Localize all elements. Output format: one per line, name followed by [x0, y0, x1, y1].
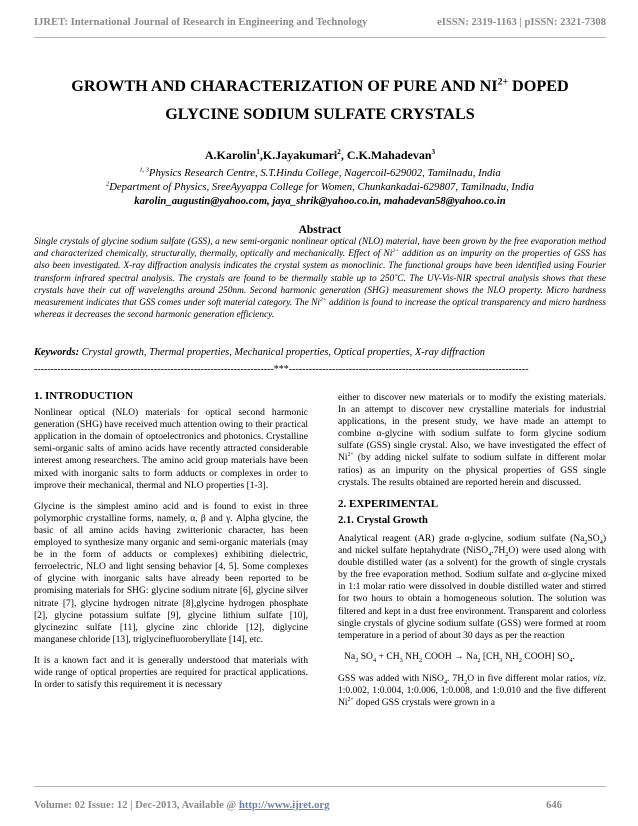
abstract-heading: Abstract: [298, 224, 342, 236]
introduction-heading: 1. INTRODUCTION: [34, 390, 134, 402]
running-header: [34, 17, 606, 28]
affiliation-1: $^{1, 3}$Physics Research Centre, S.T.Hindu College, Nagercoil-629002, Tamilnadu, India: [139, 166, 501, 179]
header-rule: [34, 37, 606, 38]
paper-title-line-2: GLYCINE SODIUM SULFATE CRYSTALS: [165, 105, 475, 123]
author-emails: karolin_augustin@yahoo.com, jaya_shrik@yahoo.co.in, mahadevan58@yahoo.co.in: [134, 195, 506, 207]
intro-paragraph-3: It is a known fact and it is generally understood that materials with wide range of optical properties are required for practical applications. In order to satisfy this requirement it is necessary: [34, 654, 308, 691]
running-footer: [34, 800, 606, 811]
right-column: [338, 392, 606, 718]
reaction-equation: $Na_2$ $SO_4 + CH_3$ $NH_2$ COOH → $Na_2$ [$CH_3$ $NH_2$ COOH] $SO_4$.: [344, 650, 575, 664]
journal-website-link[interactable]: http://www.ijret.org: [238, 800, 330, 811]
experimental-paragraph-2: GSS was added with NiSO$_4$. $7H_2O$ in five different molar ratios, viz. 1:0.002, 1:0.004, 1:0.006, 1:0.008, and 1:0.010 and the five different $Ni^{2+}$ doped GSS crystals were grown in a: [338, 672, 606, 709]
keywords-label: Keywords:: [34, 347, 80, 358]
affiliation-2: $^2$Department of Physics, SreeAyyappa College for Women, Chunkankadai-629807, Tamilnadu, India: [106, 180, 534, 193]
author-list: A.Karolin$^1$,K.Jayakumari$^2$, C.K.Mahadevan$^3$: [204, 148, 436, 162]
footer-rule: [34, 786, 606, 787]
experimental-paragraph-1: Analytical reagent (AR) grade α-glycine, sodium sulfate $(Na_2SO_4)$ and nickel sulfate heptahydrate $(NiSO_4.7H_2O)$ were used along with double distilled water (as a solvent) for the growth of single crystals by the free evaporation method. Sodium sulfate and α-glycine mixed in 1:1 molar ratio were dissolved in double distilled water and stirred for two hours to obtain a homogeneous solution. The solution was filtered and kept in a dust free environment. Transparent and colorless single crystals of glycine sodium sulfate (GSS) were formed at room temperature in a period of about 30 days as per the reaction: [338, 532, 606, 641]
abstract-text: Single crystals of glycine sodium sulfate (GSS), a new semi-organic nonlinear optical (NLO) material, have been grown by the free evaporation method and characterized chemically, structurally, thermally, optically and mechanically. Effect of $Ni^{2+}$ addition as an impurity on the properties of GSS has also been investigated. X-ray diffraction analysis indicates the crystal system as monoclinic. The functional groups have been identified using Fourier transform infrared spectral analysis. The crystals are found to be thermally stable up to 250˚C. The UV-Vis-NIR spectral analysis shows that these crystals have their cut off wavelengths around 250nm. Second harmonic generation (SHG) measurement shows the NLO property. Micro hardness measurement indicates that GSS comes under soft material category. The $Ni^{2+}$ addition is found to increase the optical transparency and micro hardness whereas it decreases the second harmonic generation efficiency.: [34, 237, 606, 321]
section-separator: ------------------------------------------------------------------------***------------------------------------------------------------------------: [34, 364, 529, 375]
page-number: 646: [546, 800, 562, 811]
crystal-growth-subheading: 2.1. Crystal Growth: [338, 514, 428, 526]
intro-paragraph-2: Glycine is the simplest amino acid and is found to exist in three polymorphic crystalline forms, namely, α, β and γ. Alpha glycine, the basic of all amino acids having zwitterionic character, has been employed to synthesize many organic and semi-organic materials (may be in the form of adducts or complexes) exhibiting dielectric, ferroelectric, NLO and light sensing behavior [4, 5]. Some complexes of glycine with inorganic salts have already been reported to be promising materials for SHG: glycine sodium nitrate [6], glycine silver nitrate [7], glycine hydrogen nitrate [8],glycine hydrogen phosphate [2], glycine potassium sulfate [9], glycine lithium sulfate [10], glycinezinc sulfate [11], glycine zinc chloride [12], diglycine manganese chloride [13], triglycinefluoroberyllate [14], etc.: [34, 500, 308, 645]
intro-paragraph-4: either to discover new materials or to modify the existing materials. In an attempt to discover new crystalline materials for industrial applications, in the present study, we have made an attempt to combine α-glycine with sodium sulfate to form glycine sodium sulfate (GSS) single crystal. Also, we have investigated the effect of $Ni^{2+}$ (by adding nickel sulfate to sodium sulfate in different molar ratios) as an impurity on the physical properties of GSS single crystals. The results obtained are reported herein and discussed.: [338, 392, 606, 488]
intro-paragraph-1: Nonlinear optical (NLO) materials for optical second harmonic generation (SHG) have received much attention owing to their practical application in the domain of optoelectronics and photonics. Crystalline semi-organic salts of amino acids have recently attracted considerable interest among researchers. The amino acid group materials have been mixed with inorganic salts to form adducts or complexes in order to improve their mechanical, thermal and NLO properties [1-3].: [34, 407, 308, 491]
experimental-heading: 2. EXPERIMENTAL: [338, 497, 439, 510]
keywords: Keywords: Crystal growth, Thermal properties, Mechanical properties, Optical properties, X-ray diffraction: [34, 347, 486, 358]
issn-info: eISSN: 2319-1163 | pISSN: 2321-7308: [437, 17, 606, 28]
footer-volume-info: Volume: 02 Issue: 12 | Dec-2013, Available @: [34, 800, 239, 811]
paper-title-line-1: GROWTH AND CHARACTERIZATION OF PURE AND $NI^{2+}$ DOPED: [71, 76, 569, 95]
journal-name: IJRET: International Journal of Research in Engineering and Technology: [34, 17, 368, 28]
left-column: [34, 390, 308, 700]
